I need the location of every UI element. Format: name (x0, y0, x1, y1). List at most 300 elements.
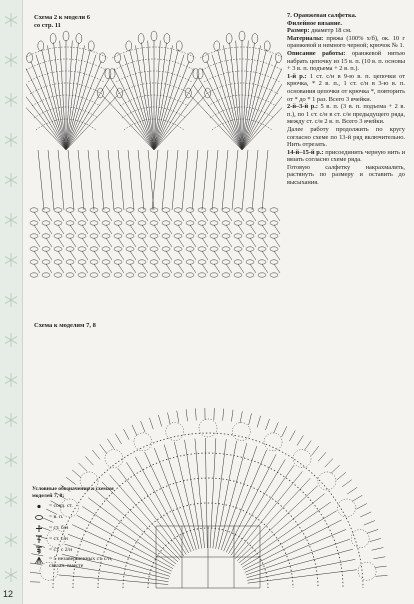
mesh-post (34, 212, 40, 221)
mesh-chain (54, 208, 62, 212)
fan-stitch-line (105, 85, 154, 150)
mesh-post (166, 264, 172, 273)
mesh-post (214, 238, 220, 247)
mesh-chain (198, 221, 206, 225)
mesh-chain (78, 234, 86, 238)
mesh-chain (162, 273, 170, 277)
fringe-stitch (352, 495, 362, 501)
mesh-chain (138, 208, 146, 212)
column-stitch (152, 150, 158, 210)
fan-stitch-line (190, 95, 242, 150)
mesh-chain (126, 208, 134, 212)
mesh-post (190, 212, 196, 221)
slip-stitch-icon (32, 502, 46, 511)
mesh-chain (90, 247, 98, 251)
mesh-chain (270, 221, 278, 225)
mesh-post (154, 212, 160, 221)
mesh-chain (30, 273, 38, 277)
mesh-chain (234, 247, 242, 251)
mesh-chain (90, 273, 98, 277)
mesh-chain (234, 234, 242, 238)
radial-stitch (247, 559, 355, 580)
mesh-chain (186, 208, 194, 212)
article-subtitle: Филейное вязание. (287, 19, 342, 27)
mesh-chain (234, 221, 242, 225)
fringe-stitch (115, 434, 121, 444)
fringe-stitch (289, 431, 295, 441)
column-stitch (78, 150, 84, 210)
fan-stitch-line (114, 68, 154, 150)
mesh-chain (210, 260, 218, 264)
chain-loop (38, 41, 44, 51)
row23-text: 5 в. п. (3 в. п. подъема + 2 в. п.), по 1 ст. с/н в ст. с/н предыдущего ряда, между ст. с/н 2 в. п. Всего 3 ячейки. (287, 103, 405, 126)
mesh-chain (186, 234, 194, 238)
page-number: 12 (3, 589, 14, 599)
fringe-stitch (356, 503, 367, 509)
mesh-post (34, 251, 40, 260)
mesh-chain (210, 234, 218, 238)
mesh-chain (78, 273, 86, 277)
mesh-post (190, 264, 196, 273)
fringe-stitch (304, 441, 311, 451)
mesh-post (190, 225, 196, 234)
fringe-stitch (149, 418, 153, 429)
mesh-post (214, 264, 220, 273)
fringe-stitch (141, 421, 145, 432)
fringe-stitch (297, 435, 303, 445)
mesh-chain (66, 221, 74, 225)
mesh-post (94, 251, 100, 260)
mesh-post (274, 212, 280, 221)
mesh-chain (78, 260, 86, 264)
mesh-post (130, 251, 136, 260)
scheme-78-caption: Схема к моделям 7, 8 (34, 322, 96, 329)
fringe-stitch (249, 413, 252, 425)
mesh-post (274, 238, 280, 247)
description-label: Описание работы: (287, 49, 346, 57)
mesh-post (106, 238, 112, 247)
symbol-legend (32, 486, 122, 574)
mesh-chain (234, 260, 242, 264)
mesh-chain (114, 260, 122, 264)
mesh-chain (66, 234, 74, 238)
chain-loop (187, 53, 193, 63)
mesh-chain (198, 260, 206, 264)
mesh-chain (270, 260, 278, 264)
fringe-stitch (240, 411, 242, 423)
legend-label-oval: = в. п. (49, 514, 64, 521)
mesh-post (154, 238, 160, 247)
legend-heading: Условные обозначения к схемам моделей 7, 8: (32, 486, 114, 499)
petal-scallop (134, 433, 152, 451)
mesh-post (82, 212, 88, 221)
fan-stitch-line (26, 76, 66, 150)
mesh-chain (90, 260, 98, 264)
description-paragraph (287, 50, 405, 73)
mesh-chain (174, 273, 182, 277)
mesh-post (226, 225, 232, 234)
fringe-stitch (72, 470, 81, 478)
mesh-chain (174, 208, 182, 212)
mesh-post (166, 225, 172, 234)
radial-stitch (237, 486, 317, 561)
row1415-text: присоединить черную нить и вязать согласно схеме ряда. (287, 148, 405, 164)
fan-stitch-line (242, 76, 282, 150)
mesh-post (94, 225, 100, 234)
mesh-post (262, 238, 268, 247)
mesh-post (106, 225, 112, 234)
petal-scallop (232, 422, 250, 440)
mesh-chain (54, 221, 62, 225)
mesh-post (274, 225, 280, 234)
fringe-stitch (311, 446, 318, 455)
mesh-chain (42, 273, 50, 277)
size-label: Размер: (287, 27, 310, 35)
mesh-chain (138, 247, 146, 251)
radial-stitch (226, 454, 276, 552)
article-title: 7. Оранжевая салфетка. (287, 12, 357, 19)
mesh-post (190, 238, 196, 247)
row1415-paragraph (287, 149, 405, 164)
fringe-stitch (347, 487, 357, 494)
mesh-chain (114, 221, 122, 225)
fringe-stitch (100, 444, 107, 454)
fringe-stitch (360, 512, 371, 517)
mesh-chain (270, 234, 278, 238)
mesh-chain (54, 247, 62, 251)
mesh-post (118, 251, 124, 260)
petal-scallop (318, 472, 336, 490)
chain-loop (151, 31, 157, 41)
size-text: диаметр 18 см. (311, 27, 352, 35)
mesh-post (70, 225, 76, 234)
radial-stitch (118, 468, 184, 556)
column-stitch (138, 150, 144, 210)
mesh-chain (258, 260, 266, 264)
mesh-post (250, 225, 256, 234)
column-stitch (222, 150, 228, 210)
mesh-post (154, 225, 160, 234)
fan-stitch-line (202, 68, 242, 150)
mesh-post (262, 225, 268, 234)
mesh-chain (258, 273, 266, 277)
radial-stitch (145, 452, 191, 552)
mesh-post (70, 238, 76, 247)
fringe-stitch (318, 452, 326, 461)
finish-paragraph: Готовую салфетку накрахмалить, растянуть по размеру и оставить до высыхания. (287, 163, 405, 187)
mesh-chain (66, 208, 74, 212)
mesh-chain (42, 234, 50, 238)
mesh-post (34, 264, 40, 273)
mesh-chain (150, 247, 158, 251)
chain-loop (203, 53, 209, 63)
mesh-chain (246, 208, 254, 212)
mesh-chain (30, 221, 38, 225)
single-crochet-icon (32, 524, 46, 533)
radial-stitch (195, 439, 205, 549)
mesh-post (142, 264, 148, 273)
mesh-post (226, 238, 232, 247)
row1-paragraph (287, 73, 405, 103)
mesh-chain (186, 260, 194, 264)
legend-label-t1: = ст. б/н (49, 525, 69, 532)
fan-stitch-line (26, 68, 66, 150)
mesh-chain (138, 260, 146, 264)
column-stitch (118, 150, 124, 210)
mesh-chain (162, 260, 170, 264)
mesh-post (178, 251, 184, 260)
mesh-post (178, 225, 184, 234)
snowflake-pattern-icon (0, 0, 22, 604)
mesh-post (202, 212, 208, 221)
mesh-post (142, 238, 148, 247)
mesh-post (250, 238, 256, 247)
mesh-chain (210, 247, 218, 251)
column-stitch (212, 150, 218, 210)
fan-stitch-line (130, 50, 154, 150)
decorative-border (0, 0, 23, 604)
petal-scallop (264, 433, 282, 451)
materials-label: Материалы: (287, 34, 324, 42)
petal-scallop (338, 499, 356, 517)
row1-text: 1 ст. с/н в 9-ю в. п. цепочки от крючка, * 2 в. п., 1 ст. с/н в 3-ю в. п. основания цепочки от крючка *, повторить от * до * 1 раз. Всего 3 ячейки. (287, 72, 405, 103)
fringe-stitch (79, 463, 88, 471)
mesh-chain (138, 273, 146, 277)
fringe-stitch (177, 411, 179, 423)
mesh-post (142, 212, 148, 221)
chart-strokes (26, 31, 282, 277)
chain-loop (275, 53, 281, 63)
fan-stitch-line (42, 50, 66, 150)
column-stitch (172, 150, 178, 210)
fan-stitch-line (66, 50, 90, 150)
mesh-chain (126, 247, 134, 251)
legend-row-t3 (32, 545, 122, 556)
mesh-post (70, 251, 76, 260)
column-stitch (98, 150, 104, 210)
mesh-chain (222, 247, 230, 251)
mesh-chain (258, 221, 266, 225)
legend-row-t1 (32, 523, 122, 534)
legend-row-fan (32, 556, 122, 574)
column-stitch (108, 150, 114, 210)
mesh-chain (42, 260, 50, 264)
mesh-chain (114, 234, 122, 238)
mesh-chain (246, 260, 254, 264)
legend-row-oval (32, 512, 122, 523)
mesh-chain (102, 221, 110, 225)
legend-label-t2: = ст. с/н (49, 536, 68, 543)
mesh-chain (150, 273, 158, 277)
chain-loop (164, 33, 170, 43)
column-stitch (262, 150, 268, 210)
fringe-stitch (186, 409, 187, 421)
mesh-post (166, 238, 172, 247)
mesh-chain (174, 247, 182, 251)
column-stitch (202, 150, 208, 210)
column-stitch (232, 150, 238, 210)
materials-paragraph (287, 35, 405, 50)
column-stitch (88, 150, 94, 210)
mesh-post (262, 251, 268, 260)
mesh-post (118, 225, 124, 234)
mesh-post (250, 251, 256, 260)
mesh-chain (30, 234, 38, 238)
mesh-chain (186, 221, 194, 225)
chain-loop (88, 41, 94, 51)
radial-stitch (235, 478, 310, 558)
mesh-post (142, 225, 148, 234)
mesh-post (238, 264, 244, 273)
mesh-post (82, 238, 88, 247)
fringe-stitch (331, 465, 340, 473)
fan-stitch-line (102, 95, 154, 150)
column-stitch (48, 150, 54, 210)
continue-paragraph: Далее работу продолжить по кругу согласно схеме по 13-й ряд включительно. Нить отрезать. (287, 125, 405, 149)
fan-stitch-line (66, 85, 115, 150)
row1415-label: 14-й–15-й р.: (287, 148, 324, 156)
mesh-post (82, 264, 88, 273)
chain-loop (226, 33, 232, 43)
fringe-stitch (364, 521, 375, 525)
mesh-post (214, 251, 220, 260)
fan-stitch-line (154, 68, 194, 150)
mesh-chain (90, 221, 98, 225)
mesh-chain (102, 208, 110, 212)
mesh-post (238, 212, 244, 221)
mesh-chain (246, 273, 254, 277)
mesh-post (154, 264, 160, 273)
mesh-chain (30, 260, 38, 264)
mesh-chain (102, 260, 110, 264)
mesh-post (70, 264, 76, 273)
mesh-chain (186, 273, 194, 277)
fringe-stitch (195, 408, 196, 420)
mesh-post (130, 264, 136, 273)
petal-scallop (351, 530, 369, 548)
legend-label-fan: = 5 незавершенных ст. с/н, связан. вместе (49, 556, 113, 569)
mesh-chain (246, 221, 254, 225)
mesh-chain (150, 221, 158, 225)
mesh-chain (78, 247, 86, 251)
mesh-chain (30, 208, 38, 212)
mesh-post (58, 225, 64, 234)
mesh-post (274, 264, 280, 273)
mesh-chain (198, 247, 206, 251)
mesh-chain (222, 234, 230, 238)
mesh-chain (270, 247, 278, 251)
mesh-post (154, 251, 160, 260)
treble-crochet-icon (32, 546, 46, 555)
mesh-post (46, 238, 52, 247)
mesh-chain (222, 260, 230, 264)
chain-loop (214, 41, 220, 51)
fringe-stitch (265, 419, 269, 430)
mesh-post (190, 251, 196, 260)
mesh-chain (114, 247, 122, 251)
column-stitch (242, 150, 248, 210)
mesh-chain (222, 273, 230, 277)
mesh-chain (126, 260, 134, 264)
mesh-chain (162, 234, 170, 238)
chain-loop (99, 53, 105, 63)
mesh-chain (126, 221, 134, 225)
chain-loop (138, 33, 144, 43)
radial-stitch (248, 570, 357, 583)
mesh-chain (42, 247, 50, 251)
size-paragraph (287, 27, 405, 35)
mesh-post (250, 264, 256, 273)
mesh-chain (162, 247, 170, 251)
fringe-stitch (325, 459, 333, 468)
fringe-stitch (376, 575, 388, 576)
fan-stitch-line (154, 85, 203, 150)
mesh-post (226, 212, 232, 221)
mesh-chain (234, 273, 242, 277)
mesh-chain (126, 273, 134, 277)
fringe-stitch (342, 480, 352, 487)
fan-stitch-line (218, 50, 242, 150)
mesh-post (238, 238, 244, 247)
fringe-stitch (92, 450, 100, 459)
mesh-post (250, 212, 256, 221)
mesh-post (214, 225, 220, 234)
chain-loop (176, 41, 182, 51)
chain-loop (50, 33, 56, 43)
mesh-chain (114, 208, 122, 212)
mesh-post (130, 212, 136, 221)
legend-row-dot (32, 501, 122, 512)
mesh-chain (138, 221, 146, 225)
column-stitch (182, 150, 188, 210)
mesh-post (178, 212, 184, 221)
chain-loop (193, 69, 199, 79)
column-stitch (38, 150, 44, 210)
fringe-stitch (132, 425, 137, 436)
mesh-post (226, 264, 232, 273)
mesh-chain (54, 234, 62, 238)
mesh-post (166, 212, 172, 221)
mesh-post (214, 212, 220, 221)
mesh-post (58, 251, 64, 260)
mesh-chain (162, 221, 170, 225)
column-stitch (252, 150, 258, 210)
mesh-post (118, 238, 124, 247)
cluster-stitch-icon (32, 556, 46, 565)
mesh-post (94, 238, 100, 247)
mesh-chain (114, 273, 122, 277)
mesh-post (142, 251, 148, 260)
fringe-stitch (107, 439, 114, 449)
fan-stitch-line (242, 68, 282, 150)
mesh-post (58, 264, 64, 273)
mesh-chain (30, 247, 38, 251)
fringe-stitch (274, 422, 279, 433)
mesh-chain (198, 273, 206, 277)
mesh-chain (210, 208, 218, 212)
mesh-chain (66, 273, 74, 277)
column-stitch (192, 150, 198, 210)
mesh-chain (102, 234, 110, 238)
mesh-post (34, 238, 40, 247)
mesh-chain (138, 234, 146, 238)
mesh-post (118, 264, 124, 273)
fringe-stitch (158, 415, 161, 427)
mesh-post (106, 212, 112, 221)
fringe-stitch (373, 557, 385, 559)
chain-loop (126, 41, 132, 51)
mesh-chain (78, 221, 86, 225)
